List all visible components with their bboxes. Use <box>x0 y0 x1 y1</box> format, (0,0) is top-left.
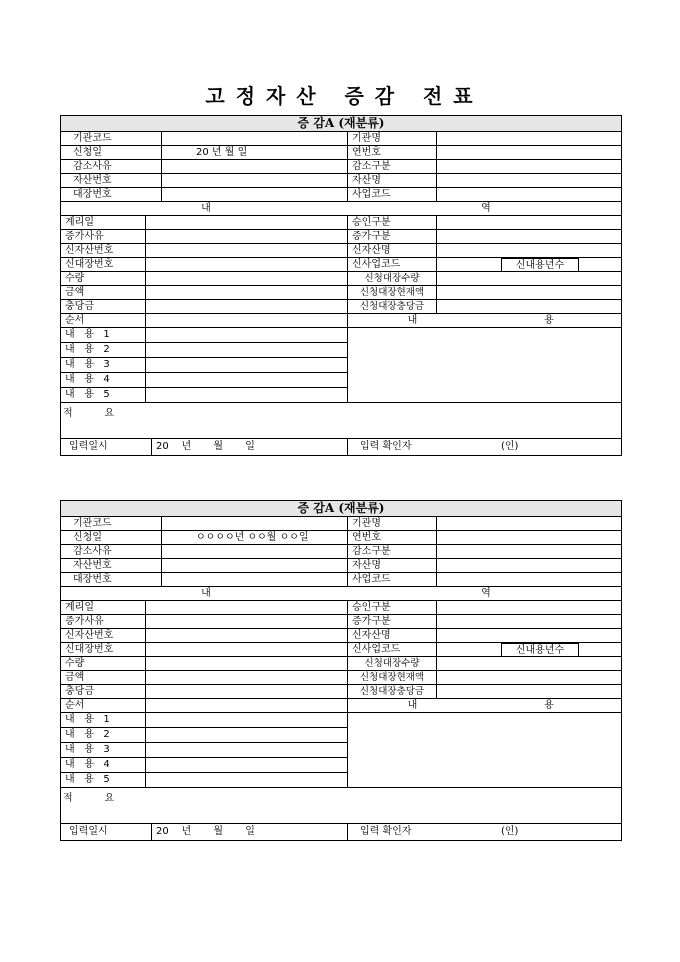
content-row <box>61 773 347 788</box>
field-value[interactable] <box>161 174 347 187</box>
field-label: 신대장번호 <box>65 259 114 270</box>
content-block <box>61 713 621 788</box>
content-row <box>61 328 347 343</box>
content-block <box>61 328 621 403</box>
form-row <box>61 258 621 272</box>
content-row <box>61 743 347 758</box>
field-label: 사업코드 <box>347 188 437 201</box>
field-value[interactable] <box>145 728 347 742</box>
field-label: 자산번호 <box>73 560 112 571</box>
field-value[interactable] <box>437 230 621 243</box>
content-text-area[interactable] <box>347 713 621 787</box>
field-value[interactable] <box>437 286 621 299</box>
section-divider <box>61 587 621 601</box>
field-label: 기관코드 <box>73 518 112 529</box>
remarks-label: 적 요 <box>63 793 115 803</box>
form-row <box>61 146 621 160</box>
field-value[interactable]: 20 년 월 일 <box>161 146 347 159</box>
field-value[interactable] <box>145 286 347 299</box>
new-useful-life-label: 신내용년수 <box>501 258 579 272</box>
form-row <box>61 657 621 671</box>
field-label: 수량 <box>65 658 85 669</box>
field-label: 연번호 <box>347 531 437 544</box>
field-value[interactable] <box>437 188 621 201</box>
field-value[interactable] <box>437 531 621 544</box>
field-value[interactable] <box>145 713 347 727</box>
transfer-form <box>60 500 622 841</box>
field-label: 신자산명 <box>347 629 437 642</box>
form-row <box>61 230 621 244</box>
form-header: 증 감A (재분류) <box>61 116 621 132</box>
section-label: 역 <box>481 203 491 214</box>
field-value[interactable] <box>161 545 347 558</box>
field-label: 증가구분 <box>347 615 437 628</box>
field-value[interactable] <box>437 671 621 684</box>
field-label: 승인구분 <box>347 601 437 614</box>
field-label: 증가구분 <box>347 230 437 243</box>
field-value[interactable] <box>437 132 621 145</box>
seal-mark[interactable]: (인) <box>501 826 519 837</box>
form-row <box>61 188 621 202</box>
content-row <box>61 373 347 388</box>
field-label: 신사업코드 <box>347 643 437 656</box>
remarks-label: 적 요 <box>63 408 115 418</box>
content-row <box>61 713 347 728</box>
section-label: 내 <box>347 314 477 327</box>
form-header: 증 감A (재분류) <box>61 501 621 517</box>
field-label: 감소구분 <box>347 545 437 558</box>
field-value[interactable] <box>437 657 621 670</box>
field-label: 대장번호 <box>73 574 112 585</box>
field-value[interactable] <box>437 573 621 586</box>
form-row <box>61 615 621 629</box>
content-row <box>61 343 347 358</box>
field-label: 신청일 <box>73 147 102 158</box>
confirm-label: 입력 확인자 <box>347 824 467 840</box>
field-value[interactable] <box>145 685 347 698</box>
field-value[interactable] <box>161 132 347 145</box>
content-row <box>61 728 347 743</box>
form-row <box>61 244 621 258</box>
field-value[interactable] <box>145 216 347 229</box>
form-row <box>61 643 621 657</box>
field-label: 충당금 <box>65 301 94 312</box>
field-label: 수량 <box>65 273 85 284</box>
new-useful-life-label: 신내용년수 <box>501 643 579 657</box>
remarks-row <box>61 403 621 439</box>
field-value[interactable] <box>437 146 621 159</box>
form-row <box>61 573 621 587</box>
form-row <box>61 531 621 545</box>
field-value[interactable] <box>145 657 347 670</box>
field-label: 신청대장수량 <box>347 657 437 670</box>
field-label: 계리일 <box>65 217 94 228</box>
field-label: 내 용 1 <box>65 329 110 340</box>
form-row <box>61 300 621 314</box>
field-value[interactable] <box>145 671 347 684</box>
field-value[interactable] <box>145 314 347 327</box>
transfer-form <box>60 115 622 456</box>
field-value[interactable] <box>437 685 621 698</box>
field-label: 충당금 <box>65 686 94 697</box>
field-label: 계리일 <box>65 602 94 613</box>
input-row <box>61 439 621 455</box>
field-label: 내 용 5 <box>65 774 110 785</box>
field-label: 감소사유 <box>73 161 112 172</box>
field-value[interactable] <box>161 573 347 586</box>
field-label: 내 용 2 <box>65 729 110 740</box>
field-value[interactable] <box>145 373 347 387</box>
content-row <box>61 388 347 403</box>
section-label: 역 <box>481 588 491 599</box>
field-value[interactable] <box>437 216 621 229</box>
form-row <box>61 559 621 573</box>
form-row <box>61 314 621 328</box>
form-row <box>61 517 621 531</box>
field-label: 증가사유 <box>65 616 104 627</box>
form-row <box>61 272 621 286</box>
field-value[interactable] <box>145 343 347 357</box>
field-label: 신청대장현재액 <box>347 286 437 299</box>
field-value[interactable] <box>437 545 621 558</box>
field-label: 신청대장현재액 <box>347 671 437 684</box>
field-label: 신사업코드 <box>347 258 437 271</box>
field-label: 신청대장충당금 <box>347 685 437 698</box>
field-value[interactable] <box>145 615 347 628</box>
field-label: 자산명 <box>347 559 437 572</box>
input-date-value[interactable]: 20 년 월 일 <box>151 824 347 840</box>
section-label: 용 <box>544 700 554 711</box>
field-label: 내 용 1 <box>65 714 110 725</box>
field-value[interactable] <box>437 244 621 257</box>
field-label: 신자산번호 <box>65 630 114 641</box>
input-date-label: 입력일시 <box>69 826 108 837</box>
document-title: 고 정 자 산 증 감 전 표 <box>205 84 475 108</box>
field-label: 내 용 3 <box>65 744 110 755</box>
field-label: 증가사유 <box>65 231 104 242</box>
form-row <box>61 545 621 559</box>
field-value[interactable] <box>161 188 347 201</box>
content-row <box>61 758 347 773</box>
form-row <box>61 286 621 300</box>
field-value[interactable] <box>437 601 621 614</box>
field-value[interactable] <box>145 244 347 257</box>
input-date-value[interactable]: 20 년 월 일 <box>151 439 347 455</box>
field-value[interactable] <box>161 160 347 173</box>
field-value[interactable] <box>145 230 347 243</box>
form-row <box>61 685 621 699</box>
field-label: 자산번호 <box>73 175 112 186</box>
field-value[interactable] <box>437 559 621 572</box>
section-label: 용 <box>544 315 554 326</box>
field-value[interactable] <box>145 758 347 772</box>
field-label: 신청대장충당금 <box>347 300 437 313</box>
field-label: 내 용 4 <box>65 759 110 770</box>
field-label: 자산명 <box>347 174 437 187</box>
field-label: 내 용 5 <box>65 389 110 400</box>
field-value[interactable] <box>437 300 621 313</box>
field-value[interactable] <box>145 629 347 642</box>
field-value[interactable] <box>145 773 347 788</box>
form-row <box>61 174 621 188</box>
field-label: 대장번호 <box>73 189 112 200</box>
form-row <box>61 671 621 685</box>
field-value[interactable] <box>145 699 347 712</box>
confirm-label: 입력 확인자 <box>347 439 467 455</box>
field-label: 금액 <box>65 672 85 683</box>
content-row <box>61 358 347 373</box>
field-label: 연번호 <box>347 146 437 159</box>
section-divider <box>61 202 621 216</box>
field-value[interactable] <box>145 272 347 285</box>
field-label: 신대장번호 <box>65 644 114 655</box>
seal-mark[interactable]: (인) <box>501 441 519 452</box>
field-label: 내 용 4 <box>65 374 110 385</box>
field-value[interactable] <box>437 160 621 173</box>
form-row <box>61 699 621 713</box>
field-label: 감소구분 <box>347 160 437 173</box>
field-label: 내 용 3 <box>65 359 110 370</box>
field-value[interactable] <box>161 559 347 572</box>
field-value[interactable] <box>145 743 347 757</box>
field-value[interactable] <box>437 615 621 628</box>
field-value[interactable] <box>145 258 347 271</box>
field-label: 금액 <box>65 287 85 298</box>
field-value[interactable]: ㅇㅇㅇㅇ년 ㅇㅇ월 ㅇㅇ일 <box>161 531 347 544</box>
form-row <box>61 216 621 230</box>
field-label: 순서 <box>65 315 85 326</box>
field-value[interactable] <box>437 174 621 187</box>
field-label: 내 용 2 <box>65 344 110 355</box>
field-value[interactable] <box>145 388 347 403</box>
field-value[interactable] <box>437 517 621 530</box>
remarks-value[interactable] <box>151 788 621 823</box>
form-row <box>61 601 621 615</box>
form-row <box>61 132 621 146</box>
input-row <box>61 824 621 840</box>
section-label: 내 <box>201 588 211 599</box>
field-label: 신청일 <box>73 532 102 543</box>
content-text-area[interactable] <box>347 328 621 402</box>
section-label: 내 <box>347 699 477 712</box>
field-value[interactable] <box>161 517 347 530</box>
field-value[interactable] <box>145 300 347 313</box>
remarks-row <box>61 788 621 824</box>
field-label: 감소사유 <box>73 546 112 557</box>
field-label: 사업코드 <box>347 573 437 586</box>
field-value[interactable] <box>145 643 347 656</box>
field-label: 기관코드 <box>73 133 112 144</box>
field-value[interactable] <box>145 328 347 342</box>
field-value[interactable] <box>437 629 621 642</box>
field-label: 순서 <box>65 700 85 711</box>
field-label: 신자산번호 <box>65 245 114 256</box>
form-row <box>61 629 621 643</box>
field-label: 신청대장수량 <box>347 272 437 285</box>
field-label: 승인구분 <box>347 216 437 229</box>
input-date-label: 입력일시 <box>69 441 108 452</box>
field-label: 신자산명 <box>347 244 437 257</box>
field-label: 기관명 <box>347 517 437 530</box>
field-value[interactable] <box>145 358 347 372</box>
field-value[interactable] <box>437 272 621 285</box>
section-label: 내 <box>201 203 211 214</box>
remarks-value[interactable] <box>151 403 621 438</box>
field-value[interactable] <box>145 601 347 614</box>
field-label: 기관명 <box>347 132 437 145</box>
form-row <box>61 160 621 174</box>
